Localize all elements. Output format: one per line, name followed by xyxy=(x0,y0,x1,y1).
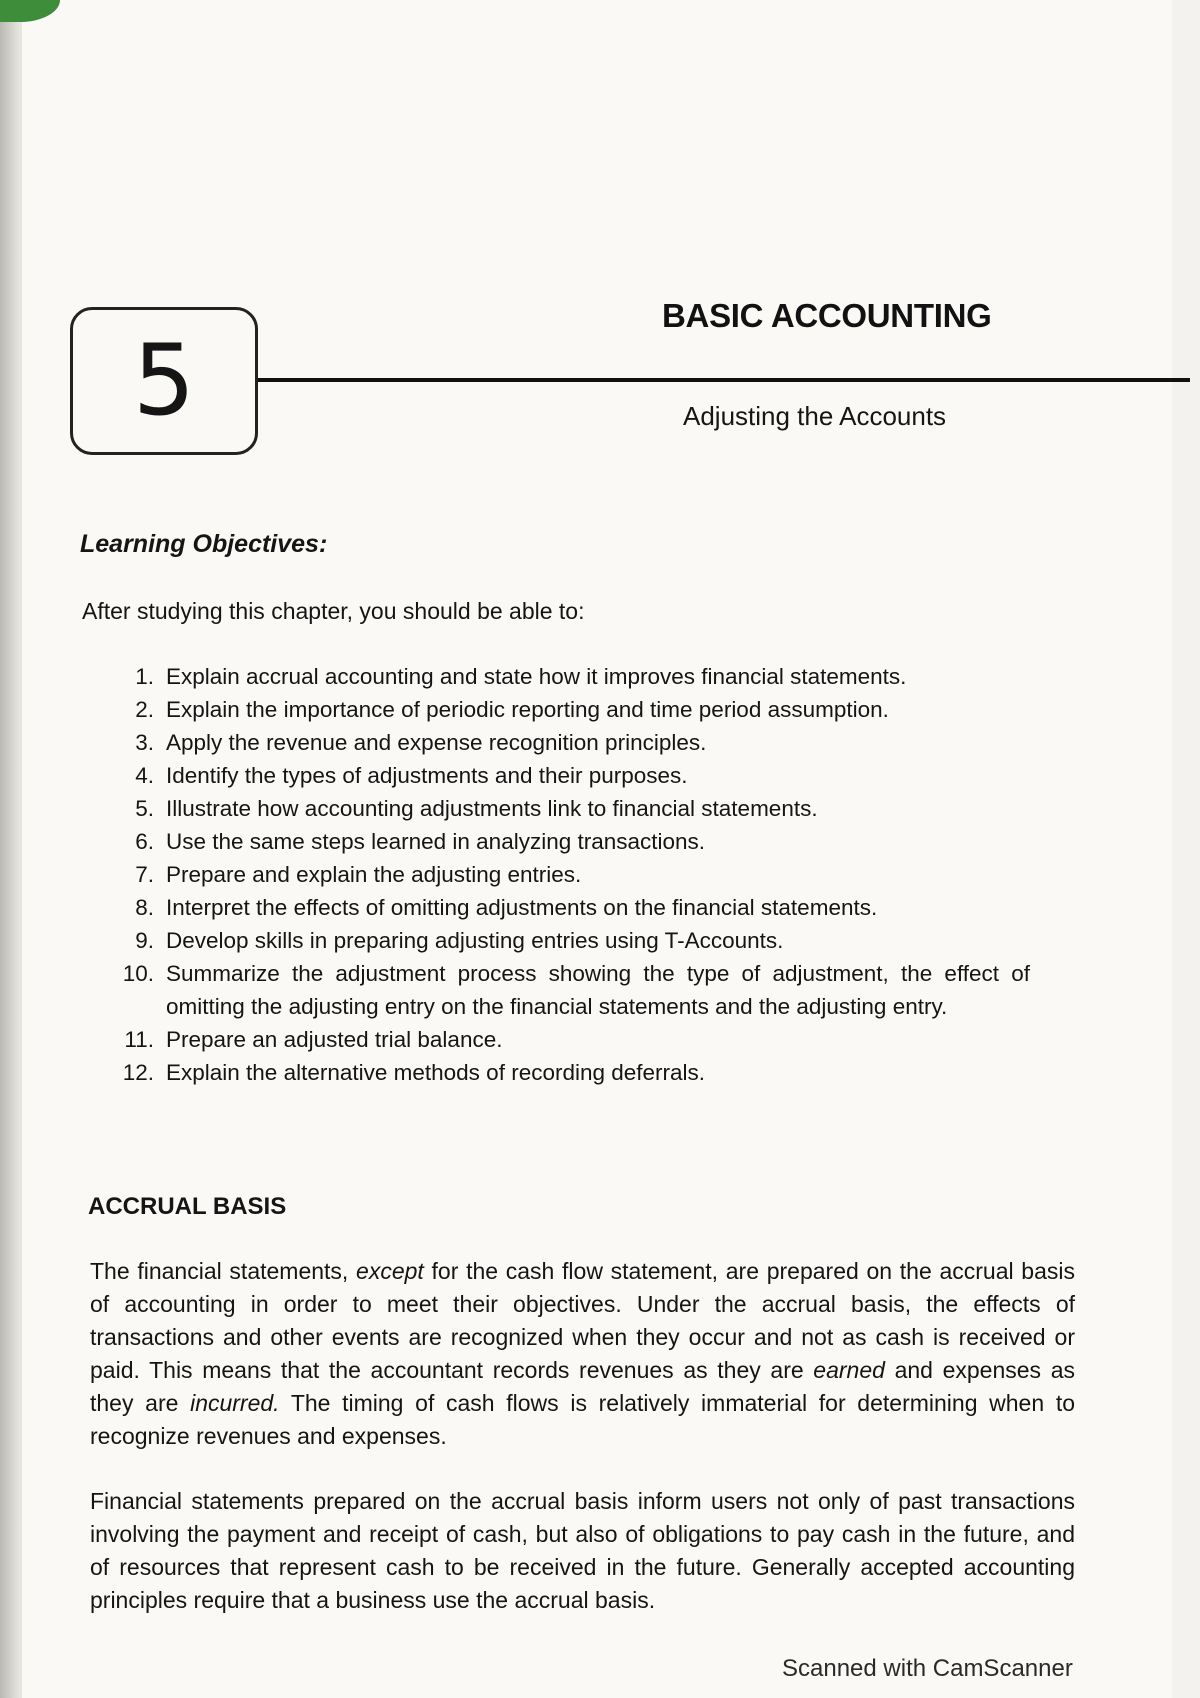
list-item-text: Use the same steps learned in analyzing transactions. xyxy=(166,829,706,854)
list-item-text: Illustrate how accounting adjustments link to financial statements. xyxy=(166,796,818,821)
paragraph-text: and expenses as they are xyxy=(90,1357,1075,1416)
list-item-text: Explain the importance of periodic reporting and time period assumption. xyxy=(166,697,889,722)
emphasis-text: incurred. xyxy=(190,1390,280,1416)
list-item-text: Prepare and explain the adjusting entries. xyxy=(166,862,582,887)
list-item-number: 4. xyxy=(135,763,154,788)
list-item xyxy=(110,825,1030,858)
list-item-text: Explain the alternative methods of recording deferrals. xyxy=(166,1060,706,1085)
accrual-paragraph-1 xyxy=(90,1255,1075,1453)
emphasis-text: earned xyxy=(813,1357,885,1383)
list-item xyxy=(110,660,1030,693)
list-item xyxy=(110,924,1030,957)
list-item xyxy=(110,726,1030,759)
emphasis-text: except xyxy=(356,1258,424,1284)
list-item-number: 8. xyxy=(135,895,154,920)
chapter-number: 5 xyxy=(132,324,196,438)
list-item-text: Apply the revenue and expense recognition principles. xyxy=(166,730,707,755)
list-item xyxy=(110,858,1030,891)
list-item-number: 3. xyxy=(135,730,154,755)
camscanner-watermark: Scanned with CamScanner xyxy=(782,1655,1073,1682)
objectives-list xyxy=(110,660,1030,1089)
list-item-number: 9. xyxy=(135,928,154,953)
learning-objectives-heading: Learning Objectives: xyxy=(80,530,328,558)
list-item-text: Identify the types of adjustments and their purposes. xyxy=(166,763,688,788)
paragraph-text: for the cash flow statement, are prepared on the accrual basis of accounting in order to meet their objectives. Under the accrual basis, the effects of transactions and other events are recognized when they occur and not as cash is received or paid. This means that the accountant records revenues as they are xyxy=(90,1258,1076,1383)
accrual-paragraph-2: Financial statements prepared on the accrual basis inform users not only of past transactions involving the payment and receipt of cash, but also of obligations to pay cash in the future, and of resources that represent cash to be received in the future. Generally accepted accounting principles require that a business use the accrual basis. xyxy=(90,1488,1075,1613)
list-item-number: 2. xyxy=(135,697,154,722)
header-rule xyxy=(258,378,1190,382)
list-item-number: 1. xyxy=(135,664,154,689)
list-item-number: 6. xyxy=(135,829,154,854)
chapter-title: Adjusting the Accounts xyxy=(683,401,947,431)
objectives-intro: After studying this chapter, you should be able to: xyxy=(82,598,585,624)
list-item xyxy=(110,792,1030,825)
list-item xyxy=(110,1056,1030,1089)
list-item-number: 5. xyxy=(135,796,154,821)
list-item-number: 12. xyxy=(122,1060,154,1085)
list-item xyxy=(110,693,1030,726)
list-item-number: 7. xyxy=(135,862,154,887)
book-title: BASIC ACCOUNTING xyxy=(662,297,992,334)
chapter-number-box xyxy=(70,307,258,455)
paragraph-text: The timing of cash flows is relatively immaterial for determining when to recognize revenues and expenses. xyxy=(90,1390,1075,1449)
list-item xyxy=(110,1023,1030,1056)
list-item-text: Explain accrual accounting and state how it improves financial statements. xyxy=(166,664,907,689)
paragraph-text: The financial statements, xyxy=(90,1258,357,1284)
list-item xyxy=(110,891,1030,924)
list-item xyxy=(110,957,1030,1023)
list-item xyxy=(110,759,1030,792)
accrual-basis-heading: ACCRUAL BASIS xyxy=(88,1193,287,1220)
list-item-number: 11. xyxy=(124,1027,154,1052)
list-item-text: Interpret the effects of omitting adjustments on the financial statements. xyxy=(166,895,878,920)
list-item-text: Prepare an adjusted trial balance. xyxy=(166,1027,503,1052)
list-item-number: 10. xyxy=(122,961,154,986)
list-item-text: Summarize the adjustment process showing the type of adjustment, the effect of omitting the adjusting entry on the financial statements and the adjusting entry. xyxy=(166,961,1030,1019)
list-item-text: Develop skills in preparing adjusting entries using T-Accounts. xyxy=(166,928,784,953)
